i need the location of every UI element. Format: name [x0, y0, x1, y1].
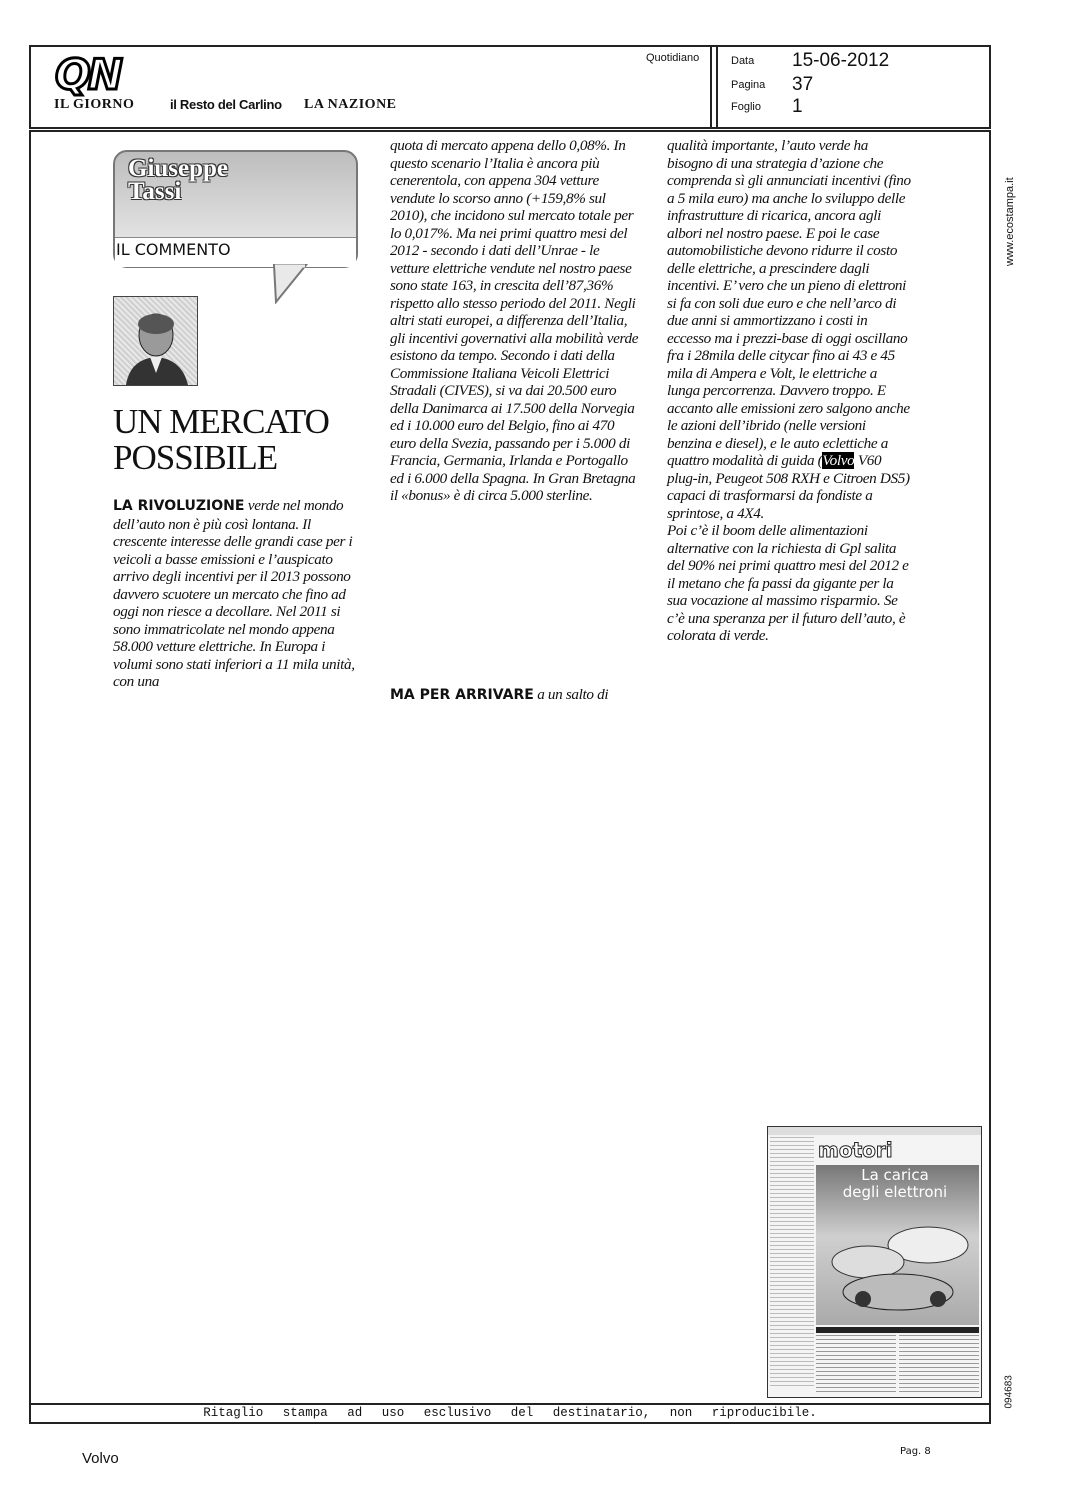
thumbnail-headline: La carica degli elettroni [842, 1166, 948, 1201]
lead-in: MA PER ARRIVARE [390, 687, 534, 703]
meta-label-pagina: Pagina [731, 79, 766, 91]
meta-label-data: Data [731, 55, 755, 67]
meta-label-foglio: Foglio [731, 101, 761, 113]
paper-name-il-giorno: IL GIORNO [54, 97, 135, 112]
car-image-icon [828, 1207, 973, 1317]
author-photo [113, 296, 198, 386]
page-number: Pag. 8 [900, 1446, 931, 1457]
footer-divider [29, 1403, 991, 1405]
meta-value-data: 15-06-2012 [792, 50, 890, 71]
speech-bubble-tail-icon [270, 262, 310, 304]
meta-value-pagina: 37 [792, 74, 814, 95]
page-thumbnail [767, 1126, 982, 1398]
article-column-3: qualità importante, l’auto verde ha bisogno di una strategia d’azione che comprenda sì gli annunciati incentivi (fino a 5 mila euro) ma anche lo sviluppo delle infrastrutture di ricarica, ancora agli albori nel nostro paese. E poi le case automobilistiche devono ridurre il costo delle elettriche, a prescindere dagli incentivi. E’ vero che un pieno di elettroni si fa con soli due euro e che nell’arco di due anni si ammortizzano i costi in eccesso ma i prezzi-base di oggi oscillano fra i 28mila delle citycar fino ai 43 e 45 mila di Ampera e Volt, le elettriche a lunga percorrenza. Davvero troppo. E accanto alle emissioni zero salgono anche le azioni dell’ibrido (nelle versioni benzina e diesel), e le auto eclettiche a quattro modalità di guida (Volvo V60 plug-in, Peugeot 508 RXH e Citroen DS5) capaci di trasformarsi da fondiste a sprintose, a 4X4. Poi c’è il boom delle alimentazioni alternative con la richiesta di Gpl salita del 90% nei primi quattro mesi del 2012 e il metano che fa passi da gigante per la sua vocazione al massimo risparmio. Se c’è una speranza per il futuro dell’auto, è colorata di verde. [667, 137, 911, 644]
thumbnail-title: motori [818, 1138, 893, 1162]
side-url: www.ecostampa.it [1004, 177, 1016, 266]
meta-value-foglio: 1 [792, 96, 803, 117]
portrait-icon [114, 297, 197, 385]
article-column-1: LA RIVOLUZIONE verde nel mondo dell’auto non è più così lontana. Il crescente interesse delle grandi case per i veicoli a basse emissioni e l’auspicato arrivo degli incentivi per il 2013 possono davvero scuotere un mercato che fino ad oggi non riesce a decollare. Nel 2011 si sono immatricolate nel mondo appena 58.000 vetture elettriche. In Europa i volumi sono stati inferiori a 11 mila unità, con una [113, 497, 355, 690]
highlighted-keyword: Volvo [822, 452, 855, 469]
header-divider [716, 45, 718, 129]
paper-name-resto-del-carlino: il Resto del Carlino [170, 97, 282, 112]
author-name: Giuseppe Tassi [128, 155, 229, 205]
side-code: 094683 [1003, 1375, 1015, 1409]
client-name: Volvo [82, 1450, 119, 1467]
publication-type: Quotidiano [646, 52, 700, 64]
copyright-notice: Ritaglio stampa ad uso esclusivo del destinatario, non riproducibile. [203, 1406, 817, 1420]
article-headline: UN MERCATO POSSIBILE [113, 402, 329, 477]
header-divider [710, 45, 712, 129]
paper-name-la-nazione: LA NAZIONE [304, 97, 397, 112]
article-column-2: quota di mercato appena dello 0,08%. In questo scenario l’Italia è ancora più cenerentola, con appena 304 vetture vendute lo scorso anno (+159,8% sul 2010), che incidono sul mercato totale per lo 0,017%. Ma nei primi quattro mesi del 2012 - secondo i dati dell’Unrae - le vetture elettriche vendute nel nostro paese sono state 163, in crescita dell’87,36% rispetto allo stesso periodo del 2011. Negli altri stati europei, a differenza dell’Italia, gli incentivi governativi alla mobilità verde esistono da tempo. Secondo i dati della Commissione Italiana Veicoli Elettrici Stradali (CIVES), si va dai 20.500 euro della Danimarca ai 17.500 della Norvegia ed i 10.000 euro del Belgio, fino ai 470 euro della Svezia, passando per i 5.000 di Francia, Germania, Irlanda e Portogallo ed i 6.000 della Spagna. In Gran Bretagna il «bonus» è di circa 5.000 sterline. [390, 137, 639, 504]
qn-logo: QN [55, 50, 120, 99]
lead-in: LA RIVOLUZIONE [113, 498, 245, 514]
article-column-2-continued: MA PER ARRIVARE a un salto di [390, 686, 609, 703]
section-label: IL COMMENTO [116, 240, 231, 259]
